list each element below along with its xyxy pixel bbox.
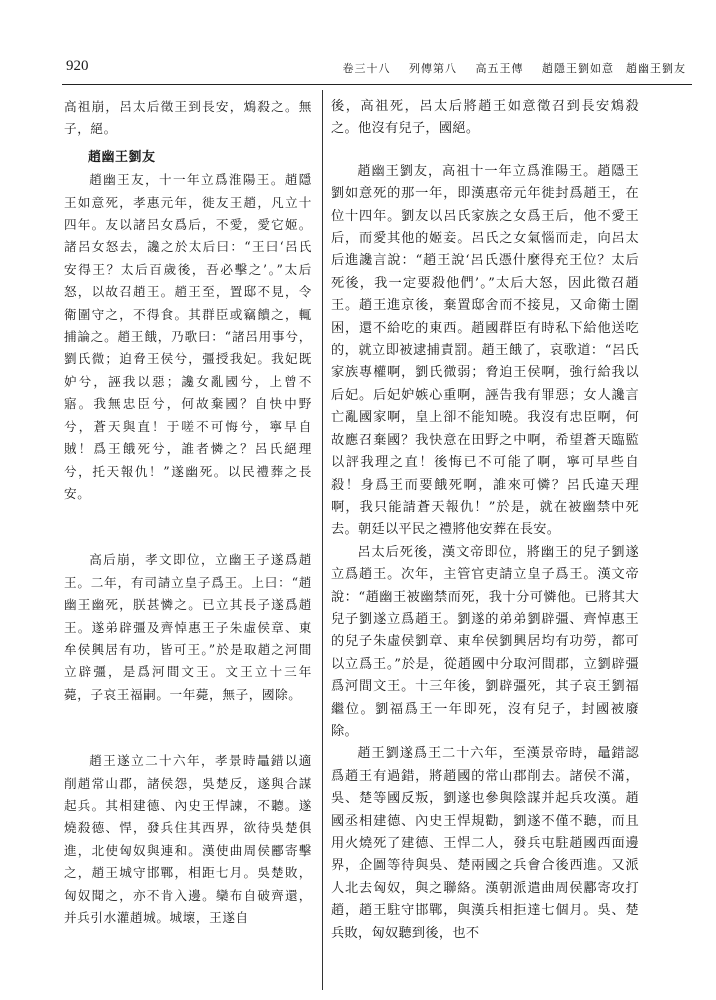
running-title <box>329 60 687 76</box>
page-number: 920 <box>66 58 89 74</box>
page-header <box>66 58 686 80</box>
continued-paragraph: 高祖崩，呂太后徵王到長安，鴆殺之。無子，絕。 <box>64 99 312 137</box>
spacer <box>64 505 312 549</box>
section-label: 列傳第八 <box>409 62 457 75</box>
paragraph: 趙幽王劉友，高祖十一年立爲淮陽王。趙隱王劉如意死的那一年，即漢惠帝元年徙封爲趙王，在位十四年。劉友以呂氏家族之女爲王后，他不愛王后，而愛其他的姬妾。呂氏之女氣惱而走，向呂太后進讒言說：“趙王說‘呂氏憑什麼得充王位？太后死後，我一定要殺他們’。”太后大怒，因此徵召趙王。趙王進京後，棄置邸舍而不接見，又命衛士圍困，還不給吃的東西。趙國群臣有時私下給他送吃的，就立即被逮捕責罰。趙王餓了，哀歌道：“呂氏家族專權啊，劉氏微弱；脅迫王侯啊，強行給我以后妃。后妃妒嫉心重啊，誣告我有罪惡；女人讒言亡亂國家啊，皇上卻不能知曉。我沒有忠臣啊，何故應召棄國？我快意在田野之中啊，希望蒼天臨監以評我理之直！後悔已不可能了啊，寧可早些自殺！身爲王而要餓死啊，誰來可憐？呂氏違天理啊，我只能請蒼天報仇！”於是，就在被幽禁中死去。朝廷以平民之禮將他安葬在長安。 <box>331 163 639 538</box>
paragraph: 趙幽王友，十一年立爲淮陽王。趙隱王如意死，孝惠元年，徙友王趙，凡立十四年。友以諸呂女爲后，不愛，愛它姬。諸呂女怒去，讒之於太后曰：“王曰‘呂氏安得王？太后百歲後，吾必擊之’。”太后怒，以故召趙王。趙王至，置邸不見，令衛圍守之，不得食。其群臣或竊饋之，輒捕論之。趙王餓，乃歌曰：“諸呂用事兮，劉氏微；迫脅王侯兮，彊授我妃。我妃既妒兮，誣我以惡；讒女亂國兮，上曾不寤。我無忠臣兮，何故棄國？自快中野兮，蒼天與直！于嗟不可悔兮，寧早自賊！爲王餓死兮，誰者憐之？呂氏絕理兮，托天報仇！”遂幽死。以民禮葬之長安。 <box>64 172 312 501</box>
column-divider <box>322 90 323 990</box>
chapter-label: 高五王傳 <box>475 62 524 75</box>
section-title: 趙幽王劉友 <box>88 149 156 165</box>
paragraph: 高后崩，孝文即位，立幽王子遂爲趙王。二年，有司請立皇子爲王。上曰：“趙幽王幽死，朕甚憐之。已立其長子遂爲趙王。遂弟辟彊及齊悼惠王子朱虛侯章、東牟侯興居有功，皆可王。”於是取趙之河間立辟彊，是爲河間文王。文王立十三年薨，子哀王福嗣。一年薨，無子，國除。 <box>64 552 312 702</box>
header-rule <box>62 84 692 85</box>
subjects-label: 趙隱王劉如意 趙幽王劉友 <box>542 62 686 75</box>
spacer <box>331 141 639 161</box>
volume-label: 卷三十八 <box>342 62 391 75</box>
paragraph: 趙王劉遂爲王二十六年，至漢景帝時，鼂錯認爲趙王有過錯，將趙國的常山郡削去。諸侯不滿，吳、楚等國反叛，劉遂也參與陰謀并起兵攻漢。趙國丞相建德、內史王悍規勸，劉遂不僅不聽，而且用火燒死了建德、王悍二人，發兵屯駐趙國西面邊界，企圖等待與吳、楚兩國之兵會合後西進。又派人北去匈奴，與之聯絡。漢朝派遣曲周侯酈寄攻打趙，趙王駐守邯鄲，與漢兵相拒達七個月。吳、楚兵敗，匈奴聽到後，也不 <box>331 746 639 941</box>
spacer <box>64 706 312 750</box>
continued-paragraph: 後，高祖死，呂太后將趙王如意徵召到長安鴆殺之。他沒有兒子，國絕。 <box>331 99 639 137</box>
paragraph: 趙王遂立二十六年，孝景時鼂錯以適削趙常山郡，諸侯怨，吳楚反，遂與合謀起兵。其相建德、內史王悍諫，不聽。遂燒殺德、悍，發兵住其西界，欲待吳楚俱進，北使匈奴與連和。漢使曲周侯酈寄擊之，趙王城守邯鄲，相距七月。吳楚敗，匈奴聞之，亦不肯入邊。欒布自破齊還，并兵引水灌趙城。城壞，王遂自 <box>64 753 312 925</box>
translation-column <box>331 96 639 996</box>
paragraph: 呂太后死後，漢文帝即位，將幽王的兒子劉遂立爲趙王。次年，主管官吏請立皇子爲王。漢文帝說：“趙幽王被幽禁而死，我十分可憐他。已將其大兒子劉遂立爲趙王。劉遂的弟弟劉辟彊、齊悼惠王的兒子朱虛侯劉章、東牟侯劉興居均有功勞，都可以立爲王。”於是，從趙國中分取河間郡，立劉辟彊爲河間文王。十三年後，劉辟彊死，其子哀王劉福繼位。劉福爲王一年即死，沒有兒子，封國被廢除。 <box>331 544 639 739</box>
classical-text-column <box>64 96 312 996</box>
